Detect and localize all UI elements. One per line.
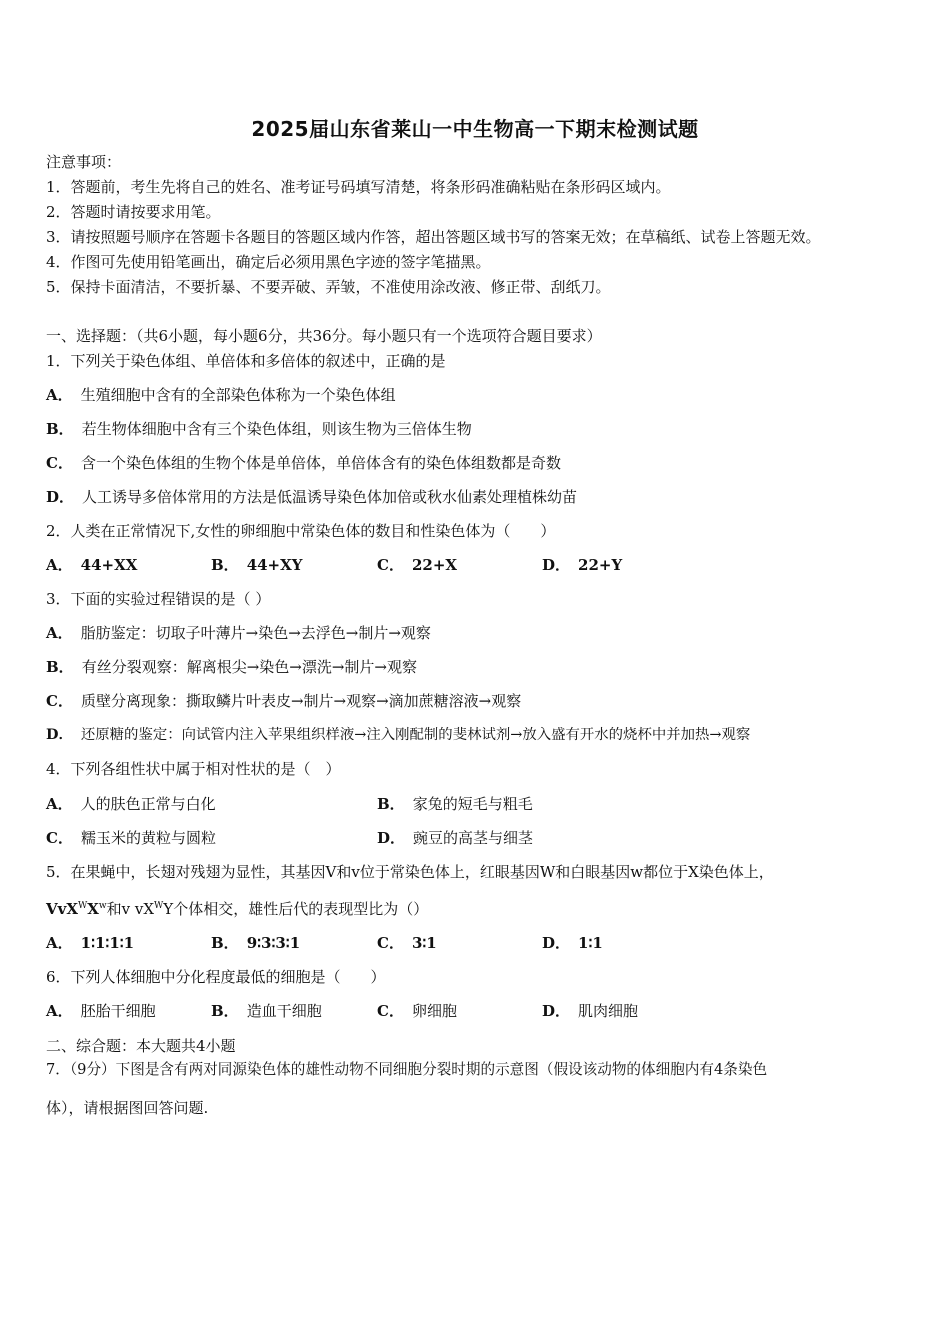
option-label: C． bbox=[46, 454, 73, 472]
option-text: 胚胎干细胞 bbox=[80, 1002, 156, 1020]
option-label: A． bbox=[46, 386, 73, 404]
question-stem: 5．在果蝇中，长翅对残翅为显性，其基因V和v位于常染色体上，红眼基因W和白眼基因w都位于X染色体上， bbox=[46, 863, 774, 881]
option-c bbox=[46, 453, 561, 473]
option-text: 3∶1 bbox=[411, 934, 437, 952]
notice-item: 1．答题前，考生先将自己的姓名、准考证号码填写清楚，将条形码准确粘贴在条形码区域内。 bbox=[46, 178, 671, 196]
option-c bbox=[377, 555, 457, 575]
option-label: D． bbox=[46, 726, 73, 743]
option-text: 22+Y bbox=[578, 556, 623, 574]
option-d bbox=[542, 555, 622, 575]
option-a bbox=[46, 1001, 156, 1021]
option-label: D． bbox=[377, 829, 406, 847]
option-c bbox=[46, 691, 521, 711]
question-stem: 1．下列关于染色体组、单倍体和多倍体的叙述中，正确的是 bbox=[46, 352, 446, 370]
option-a bbox=[46, 933, 134, 953]
cross-superscript: W bbox=[154, 901, 164, 911]
notice-item: 2．答题时请按要求用笔。 bbox=[46, 203, 221, 221]
option-label: B． bbox=[211, 1002, 239, 1020]
option-label: C． bbox=[46, 829, 73, 847]
option-text: 有丝分裂观察：解离根尖→染色→漂洗→制片→观察 bbox=[81, 658, 417, 676]
option-d bbox=[542, 933, 603, 953]
option-b bbox=[377, 794, 533, 814]
option-label: A． bbox=[46, 556, 73, 574]
option-b bbox=[211, 555, 302, 575]
option-text: 脂肪鉴定：切取子叶薄片→染色→去浮色→制片→观察 bbox=[80, 624, 431, 642]
option-d bbox=[46, 487, 577, 507]
option-text: 造血干细胞 bbox=[246, 1002, 322, 1020]
option-label: D． bbox=[542, 556, 571, 574]
cross-part: Y个体相交，雄性后代的表现型比为（） bbox=[163, 900, 429, 918]
option-text: 肌肉细胞 bbox=[578, 1002, 639, 1020]
cross-part: VvX bbox=[46, 900, 78, 918]
option-c bbox=[46, 828, 216, 848]
option-text: 22+X bbox=[411, 556, 458, 574]
option-text: 还原糖的鉴定：向试管内注入苹果组织样液→注入刚配制的斐林试剂→放入盛有开水的烧杯中并加热→观察 bbox=[80, 727, 751, 743]
notice-item: 4．作图可先使用铅笔画出，确定后必须用黑色字迹的签字笔描黑。 bbox=[46, 253, 491, 271]
cross-part: 和v vX bbox=[106, 900, 155, 918]
notice-heading: 注意事项： bbox=[46, 153, 122, 171]
option-a bbox=[46, 794, 216, 814]
option-label: C． bbox=[377, 1002, 404, 1020]
option-text: 含一个染色体组的生物个体是单倍体，单倍体含有的染色体组数都是奇数 bbox=[80, 454, 561, 472]
cross-superscript: w bbox=[98, 901, 107, 911]
option-a bbox=[46, 555, 137, 575]
option-b bbox=[46, 419, 472, 439]
option-label: C． bbox=[46, 692, 73, 710]
option-a bbox=[46, 623, 431, 643]
option-label: D． bbox=[542, 1002, 571, 1020]
section-heading: 二、综合题：本大题共4小题 bbox=[46, 1037, 236, 1055]
notice-item: 5．保持卡面清洁，不要折暴、不要弄破、弄皱，不准使用涂改液、修正带、刮纸刀。 bbox=[46, 278, 611, 296]
option-text: 糯玉米的黄粒与圆粒 bbox=[80, 829, 216, 847]
option-label: B． bbox=[211, 556, 239, 574]
option-label: C． bbox=[377, 556, 404, 574]
option-text: 44+XY bbox=[246, 556, 303, 574]
option-b bbox=[211, 1001, 322, 1021]
question-stem: 2．人类在正常情况下,女性的卵细胞中常染色体的数目和性染色体为（ ） bbox=[46, 522, 556, 540]
option-text: 若生物体细胞中含有三个染色体组，则该生物为三倍体生物 bbox=[81, 420, 472, 438]
option-label: A． bbox=[46, 624, 73, 642]
option-label: A． bbox=[46, 934, 73, 952]
option-label: A． bbox=[46, 1002, 73, 1020]
option-text: 人工诱导多倍体常用的方法是低温诱导染色体加倍或秋水仙素处理植株幼苗 bbox=[82, 488, 578, 506]
option-text: 家兔的短毛与粗毛 bbox=[412, 795, 533, 813]
option-label: B． bbox=[46, 420, 74, 438]
question-stem: 3．下面的实验过程错误的是（ ） bbox=[46, 590, 271, 608]
option-text: 9∶3∶3∶1 bbox=[246, 934, 301, 952]
question-stem-continued: 体），请根据图回答问题. bbox=[46, 1099, 209, 1117]
option-text: 生殖细胞中含有的全部染色体称为一个染色体组 bbox=[80, 386, 396, 404]
question-stem: 4．下列各组性状中属于相对性状的是（ ） bbox=[46, 760, 341, 778]
option-text: 1∶1 bbox=[578, 934, 603, 952]
page-title: 2025届山东省莱山一中生物高一下期末检测试题 bbox=[251, 117, 699, 141]
option-label: B． bbox=[46, 658, 74, 676]
question-stem: 6．下列人体细胞中分化程度最低的细胞是（ ） bbox=[46, 968, 386, 986]
option-d bbox=[46, 725, 750, 745]
question-stem: 7．（9分）下图是含有两对同源染色体的雄性动物不同细胞分裂时期的示意图（假设该动物的体细胞内有4条染色 bbox=[46, 1061, 768, 1078]
option-d bbox=[377, 828, 533, 848]
option-d bbox=[542, 1001, 638, 1021]
section-heading: 一、选择题：（共6小题，每小题6分，共36分。每小题只有一个选项符合题目要求） bbox=[46, 327, 602, 345]
option-b bbox=[46, 657, 417, 677]
option-text: 质壁分离现象：撕取鳞片叶表皮→制片→观察→滴加蔗糖溶液→观察 bbox=[80, 692, 522, 710]
option-text: 44+XX bbox=[80, 556, 138, 574]
option-text: 豌豆的高茎与细茎 bbox=[413, 829, 534, 847]
option-text: 1∶1∶1∶1 bbox=[80, 934, 135, 952]
cross-part: X bbox=[87, 900, 99, 918]
option-c bbox=[377, 933, 437, 953]
option-b bbox=[211, 933, 300, 953]
option-label: D． bbox=[46, 488, 75, 506]
option-a bbox=[46, 385, 396, 405]
option-label: D． bbox=[542, 934, 571, 952]
cross-superscript: W bbox=[78, 901, 88, 911]
option-c bbox=[377, 1001, 457, 1021]
notice-item: 3．请按照题号顺序在答题卡各题目的答题区域内作答，超出答题区域书写的答案无效；在草稿纸、试卷上答题无效。 bbox=[46, 228, 821, 246]
question-cross bbox=[46, 899, 428, 919]
option-label: B． bbox=[377, 795, 405, 813]
option-text: 人的肤色正常与白化 bbox=[80, 795, 216, 813]
option-label: B． bbox=[211, 934, 239, 952]
option-text: 卵细胞 bbox=[411, 1002, 457, 1020]
option-label: C． bbox=[377, 934, 404, 952]
option-label: A． bbox=[46, 795, 73, 813]
